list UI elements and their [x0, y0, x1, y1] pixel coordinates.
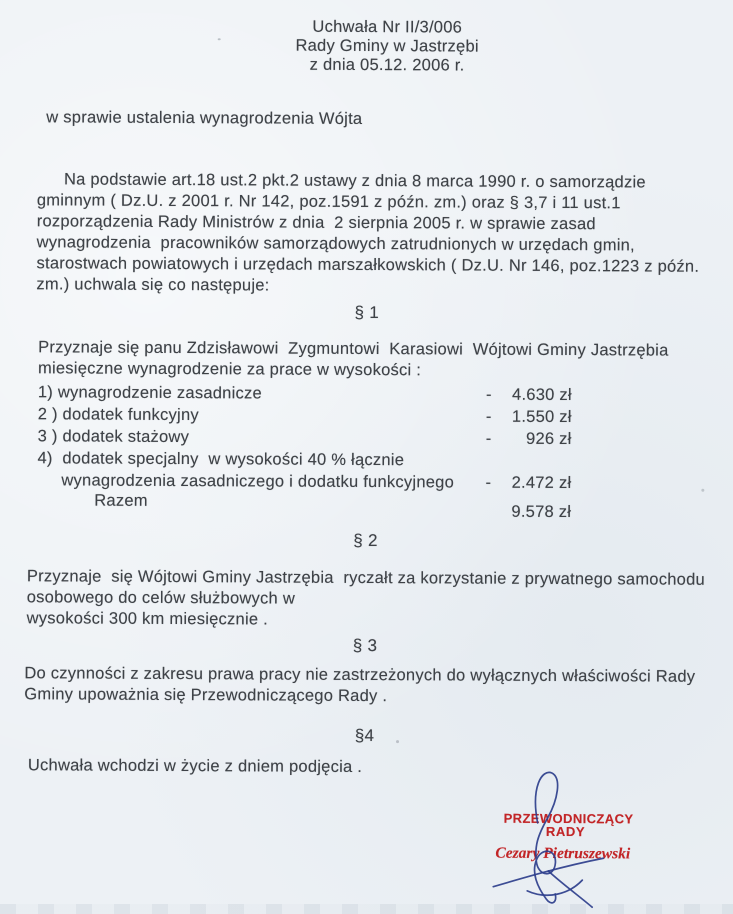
section-2-line: wysokości 300 km miesięcznie . — [26, 609, 269, 629]
section-2-line: Przyznaje się Wójtowi Gminy Jastrzębia ryczałt za korzystanie z prywatnego samochodu — [26, 567, 706, 589]
chairman-stamp-title: PRZEWODNICZĄCY — [503, 810, 634, 827]
salary-item-label: 3 ) dodatek stażowy — [37, 427, 190, 447]
salary-item-amount: 2.472 zł — [511, 473, 572, 493]
salary-item-dash: - — [485, 429, 492, 448]
scan-speck — [396, 740, 399, 743]
section-3-body — [24, 663, 695, 709]
handwritten-signature-ink — [475, 763, 716, 914]
salary-item-label-line-2: wynagrodzenia zasadniczego i dodatku funkcyjnego — [61, 471, 455, 492]
total-label: Razem — [94, 491, 148, 510]
chairman-name: Cezary Pietruszewski — [495, 844, 631, 863]
salary-item-row — [38, 381, 572, 406]
section-2-body — [27, 566, 705, 633]
salary-item-dash: - — [485, 473, 492, 492]
section-3-line: Do czynności z zakresu prawa pracy nie zastrzeżonych do wyłącznych właściwości Rady — [24, 664, 696, 686]
section-3-line: Gminy upoważnia się Przewodniczącego Rady . — [24, 685, 388, 706]
document-header — [2, 16, 733, 77]
preamble-line: starostwach powiatowych i urzędach marszałkowskich ( Dz.U. Nr 146, poz.1223 z późn. — [36, 254, 700, 276]
scan-speck — [701, 489, 704, 492]
salary-item-label — [37, 447, 479, 493]
salary-item-label: 1) wynagrodzenie zasadnicze — [37, 383, 263, 403]
total-amount: 9.578 zł — [511, 502, 572, 522]
signature-block — [475, 763, 716, 914]
subject-line: w sprawie ustalenia wynagrodzenia Wójta — [46, 108, 363, 128]
section-4-body: Uchwała wchodzi w życie z dniem podjęcia . — [27, 756, 363, 776]
resolution-date: z dnia 05.12. 2006 r. — [309, 55, 465, 75]
preamble — [36, 169, 699, 298]
salary-item-amount: 1.550 zł — [511, 407, 572, 427]
resolution-number: Uchwała Nr II/3/006 — [312, 17, 463, 37]
salary-items-list — [37, 381, 572, 494]
salary-item-label: 2 ) dodatek funkcyjny — [37, 405, 199, 425]
preamble-line: Na podstawie art.18 ust.2 pkt.2 ustawy z dnia 8 marca 1990 r. o samorządzie — [63, 170, 646, 192]
salary-item-row — [38, 403, 572, 428]
salary-total-row — [37, 491, 572, 522]
section-1-heading: § 1 — [354, 302, 380, 323]
section-1-intro — [38, 337, 669, 382]
section-2-line: osobowego do celów służbowych w — [26, 588, 296, 608]
scan-edge-shadow — [0, 904, 733, 914]
section-1-intro-line: miesięczne wynagrodzenie za prace w wysokości : — [37, 359, 422, 380]
chairman-stamp-subtitle: RADY — [545, 823, 586, 840]
council-name: Rady Gminy w Jastrzębi — [295, 36, 479, 56]
section-3-heading: § 3 — [352, 635, 378, 656]
salary-item-row — [37, 447, 571, 494]
preamble-line: rozporządzenia Rady Ministrów z dnia 2 sierpnia 2005 r. w sprawie zasad — [36, 212, 596, 234]
scan-speck — [218, 38, 221, 40]
salary-item-amount: 4.630 zł — [512, 385, 572, 405]
section-4-heading: §4 — [354, 725, 375, 746]
preamble-line: zm.) uchwala się co następuje: — [36, 275, 270, 295]
preamble-line: wynagrodzenia pracowników samorządowych zatrudnionych w urzędach gmin, — [36, 233, 635, 255]
salary-item-dash: - — [485, 407, 492, 426]
salary-item-amount: 926 zł — [526, 429, 572, 449]
salary-item-row — [38, 425, 572, 450]
section-2-heading: § 2 — [353, 530, 378, 551]
section-1-intro-line: Przyznaje się panu Zdzisławowi Zygmuntowi Karasiowi Wójtowi Gminy Jastrzębia — [38, 338, 669, 360]
preamble-line: gminnym ( Dz.U. z 2001 r. Nr 142, poz.1591 z późn. zm.) oraz § 3,7 i 11 ust.1 — [36, 191, 621, 213]
salary-item-label-line-1: 4) dodatek specjalny w wysokości 40 % łącznie — [37, 449, 405, 470]
salary-item-dash: - — [485, 385, 492, 404]
